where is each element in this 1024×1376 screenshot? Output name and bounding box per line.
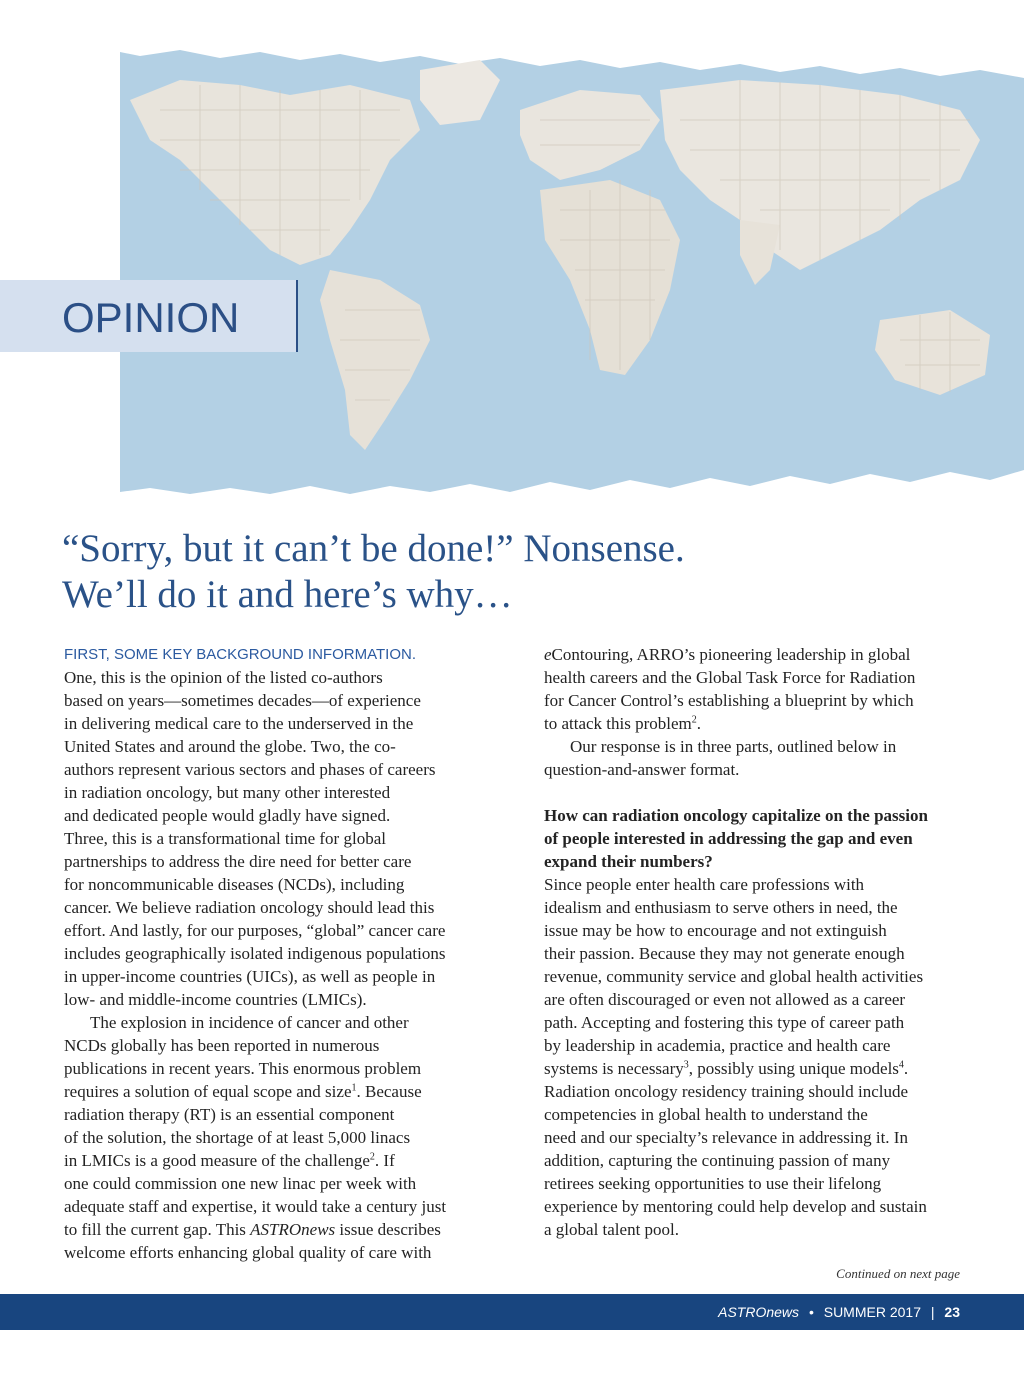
paragraph-response [544,735,974,781]
north-america-collage [130,80,420,265]
text-line: effort. And lastly, for our purposes, “global” cancer care [64,921,446,940]
text-line: Our response is in three parts, outlined below in [570,737,897,756]
text-span: to fill the current gap. This [64,1220,251,1239]
text-line: based on years—sometimes decades—of experience [64,691,421,710]
text-line: competencies in global health to understand the [544,1105,868,1124]
footer-publication: ASTROnews [718,1304,800,1320]
spacer [544,781,974,804]
text-span: , possibly using unique models [688,1059,899,1078]
right-column [544,643,974,1241]
text-line: The explosion in incidence of cancer and other [90,1013,409,1032]
page-footer [0,1294,1024,1330]
text-line: adequate staff and expertise, it would take a century just [64,1197,447,1216]
section-label [0,280,298,352]
text-line: for Cancer Control’s establishing a blueprint by which [544,691,914,710]
text-span: Contouring, ARRO’s pioneering leadership in global [551,645,911,664]
text-line: one could commission one new linac per week with [64,1174,417,1193]
paragraph-2 [64,1011,484,1264]
text-line: Three, this is a transformational time for global [64,829,386,848]
text-line: in radiation oncology, but many other interested [64,783,391,802]
article-headline [62,526,962,618]
text-span: systems is necessary [544,1059,684,1078]
publication-name: ASTROnews [250,1220,336,1239]
world-map-graphic [120,40,1024,495]
text-line [64,1080,484,1103]
text-line: publications in recent years. This enormous problem [64,1059,422,1078]
headline-line-1: “Sorry, but it can’t be done!” Nonsense. [62,527,685,570]
footnote-ref: 1 [351,1082,357,1094]
question-heading [544,804,974,873]
text-span: to attack this problem [544,714,692,733]
footer-divider: | [930,1304,935,1320]
world-map-illustration [120,40,1024,495]
text-line: expand their numbers? [544,852,713,871]
text-line: health careers and the Global Task Force for Radiation [544,668,916,687]
text-line: One, this is the opinion of the listed co-authors [64,668,383,687]
text-line: are often discouraged or even not allowed as a career [544,990,906,1009]
footnote-ref: 4 [898,1059,904,1071]
text-line: United States and around the globe. Two, the co- [64,737,396,756]
south-america-collage [320,270,430,450]
footnote-ref: 2 [691,714,697,726]
text-line: partnerships to address the dire need for better care [64,852,412,871]
text-line: low- and middle-income countries (LMICs). [64,990,367,1009]
text-line: Since people enter health care professions with [544,875,865,894]
text-line: need and our specialty’s relevance in addressing it. In [544,1128,908,1147]
paragraph-1 [64,666,484,1011]
text-line: authors represent various sectors and phases of careers [64,760,436,779]
text-span: . [696,714,702,733]
text-line: Radiation oncology residency training should include [544,1082,909,1101]
footer-bullet: • [808,1304,814,1320]
section-label-text: OPINION [62,294,240,341]
europe-collage [520,90,660,180]
text-line: issue may be how to encourage and not extinguish [544,921,887,940]
text-span: . Because [356,1082,422,1101]
text-line: addition, capturing the continuing passion of many [544,1151,891,1170]
text-line: of the solution, the shortage of at least 5,000 linacs [64,1128,411,1147]
footer-issue: SUMMER 2017 [823,1304,921,1320]
page-number: 23 [944,1304,960,1320]
text-span: requires a solution of equal scope and size [64,1082,352,1101]
text-line [64,1218,484,1241]
text-line: retirees seeking opportunities to use their lifelong [544,1174,882,1193]
section-label-rule [296,280,298,352]
text-line [64,1149,484,1172]
text-line: in upper-income countries (UICs), as well as people in [64,967,436,986]
answer-paragraph [544,873,974,1241]
text-line: path. Accepting and fostering this type of career path [544,1013,905,1032]
footer-info [718,1304,960,1320]
text-line: of people interested in addressing the gap and even [544,829,913,848]
text-line: includes geographically isolated indigenous populations [64,944,446,963]
headline-line-2: We’ll do it and here’s why… [62,573,513,616]
text-line: revenue, community service and global health activities [544,967,924,986]
paragraph-continuation [544,643,974,735]
text-line: How can radiation oncology capitalize on the passion [544,806,928,825]
footnote-ref: 3 [683,1059,689,1071]
text-line: in delivering medical care to the underserved in the [64,714,414,733]
australia-collage [875,310,990,395]
text-line: radiation therapy (RT) is an essential component [64,1105,395,1124]
left-column [64,643,484,1264]
text-line: idealism and enthusiasm to serve others in need, the [544,898,898,917]
text-line: their passion. Because they may not generate enough [544,944,905,963]
text-span: . [903,1059,909,1078]
text-line: question-and-answer format. [544,760,740,779]
text-line: welcome efforts enhancing global quality of care with [64,1243,432,1262]
africa-collage [540,180,680,375]
footnote-ref: 2 [369,1151,375,1163]
text-line: by leadership in academia, practice and health care [544,1036,891,1055]
text-line: and dedicated people would gladly have signed. [64,806,391,825]
text-line [544,643,974,666]
text-span: issue describes [335,1220,441,1239]
text-line: cancer. We believe radiation oncology should lead this [64,898,435,917]
text-span: . If [374,1151,395,1170]
text-line [544,712,974,735]
text-span: in LMICs is a good measure of the challenge [64,1151,370,1170]
text-line: experience by mentoring could help develop and sustain [544,1197,927,1216]
text-line: NCDs globally has been reported in numerous [64,1036,380,1055]
continued-note: Continued on next page [836,1266,960,1281]
text-line: for noncommunicable diseases (NCDs), including [64,875,405,894]
text-line: a global talent pool. [544,1220,680,1239]
text-line [544,1057,974,1080]
text-span: e [544,645,552,664]
section-kicker: FIRST, SOME KEY BACKGROUND INFORMATION. [64,646,416,663]
